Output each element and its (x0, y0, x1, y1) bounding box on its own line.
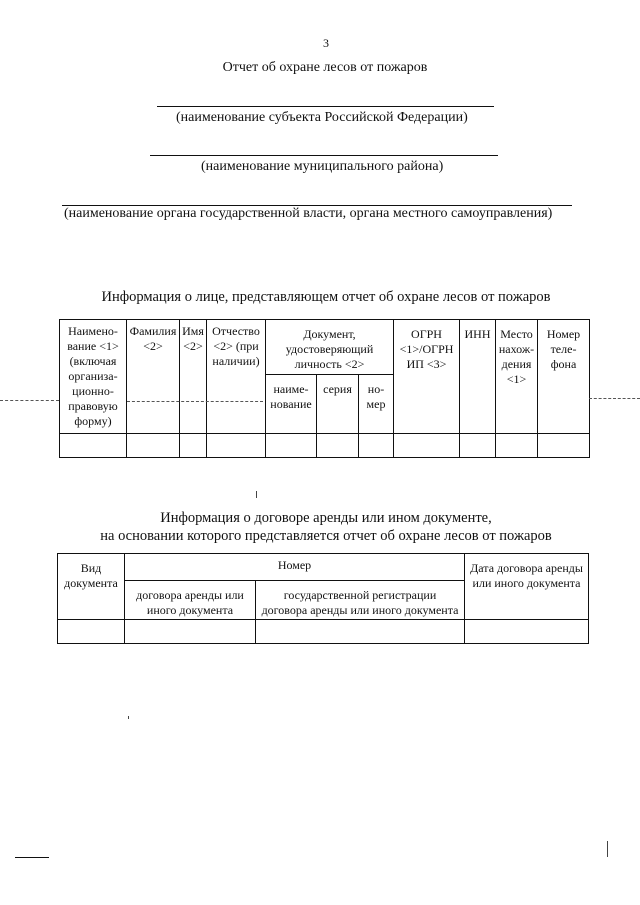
section2-title-line1: Информация о договоре аренды или ином документе, (160, 510, 492, 526)
subject-caption: (наименование субъекта Российской Федерации) (176, 110, 468, 125)
header-registration-number: государственной регистрации договора аренды или иного документа (256, 581, 465, 620)
blank-cell (256, 620, 465, 644)
header-doc-type: Вид документа (58, 554, 125, 620)
district-fill-line (150, 155, 498, 156)
blank-cell (207, 434, 266, 458)
blank-cell (538, 434, 590, 458)
header-patronymic: Отчество <2> (при наличии) (207, 320, 266, 434)
header-number: Номер (125, 554, 465, 581)
fold-line-inner (127, 401, 263, 402)
authority-caption: (наименование органа государственной власти, органа местного самоуправления) (64, 206, 553, 221)
header-inn: ИНН (460, 320, 496, 434)
blank-cell (496, 434, 538, 458)
header-identity-document: Документ, удостоверяющий личность <2> (266, 320, 394, 375)
blank-cell (266, 434, 317, 458)
section1-title: Информация о лице, представляющем отчет об охране лесов от пожаров (101, 289, 551, 305)
fold-line-left (0, 400, 59, 401)
table-row (58, 620, 589, 644)
header-date: Дата договора аренды или иного документа (465, 554, 589, 620)
blank-cell (58, 620, 125, 644)
blank-cell (125, 620, 256, 644)
header-doc-series: серия (317, 375, 359, 434)
margin-mark-bottom-left (15, 857, 49, 858)
header-ogrn: ОГРН <1>/ОГРН ИП <3> (394, 320, 460, 434)
district-caption: (наименование муниципального района) (201, 159, 444, 174)
scan-mark (128, 716, 129, 719)
header-location: Место нахож- дения <1> (496, 320, 538, 434)
person-info-table (59, 319, 590, 458)
header-phone: Номер теле- фона (538, 320, 590, 434)
table-row (60, 434, 590, 458)
header-surname: Фамилия <2> (127, 320, 180, 434)
header-first-name: Имя <2> (180, 320, 207, 434)
blank-cell (317, 434, 359, 458)
blank-cell (127, 434, 180, 458)
blank-cell (60, 434, 127, 458)
subject-fill-line (157, 106, 494, 107)
blank-cell (394, 434, 460, 458)
fold-line-right (589, 398, 640, 399)
blank-cell (465, 620, 589, 644)
lease-info-table (57, 553, 589, 644)
header-name: Наимено- вание <1> (включая организа- ционно- правовую форму) (60, 320, 127, 434)
header-doc-name: наиме- нование (266, 375, 317, 434)
page-number: 3 (323, 36, 329, 50)
blank-cell (359, 434, 394, 458)
margin-mark-bottom-right (607, 841, 608, 857)
blank-cell (460, 434, 496, 458)
scan-mark (256, 491, 257, 498)
header-doc-number: но- мер (359, 375, 394, 434)
blank-cell (180, 434, 207, 458)
page-title: Отчет об охране лесов от пожаров (222, 60, 428, 75)
header-lease-number: договора аренды или иного документа (125, 581, 256, 620)
section2-title-line2: на основании которого представляется отчет об охране лесов от пожаров (100, 528, 552, 544)
